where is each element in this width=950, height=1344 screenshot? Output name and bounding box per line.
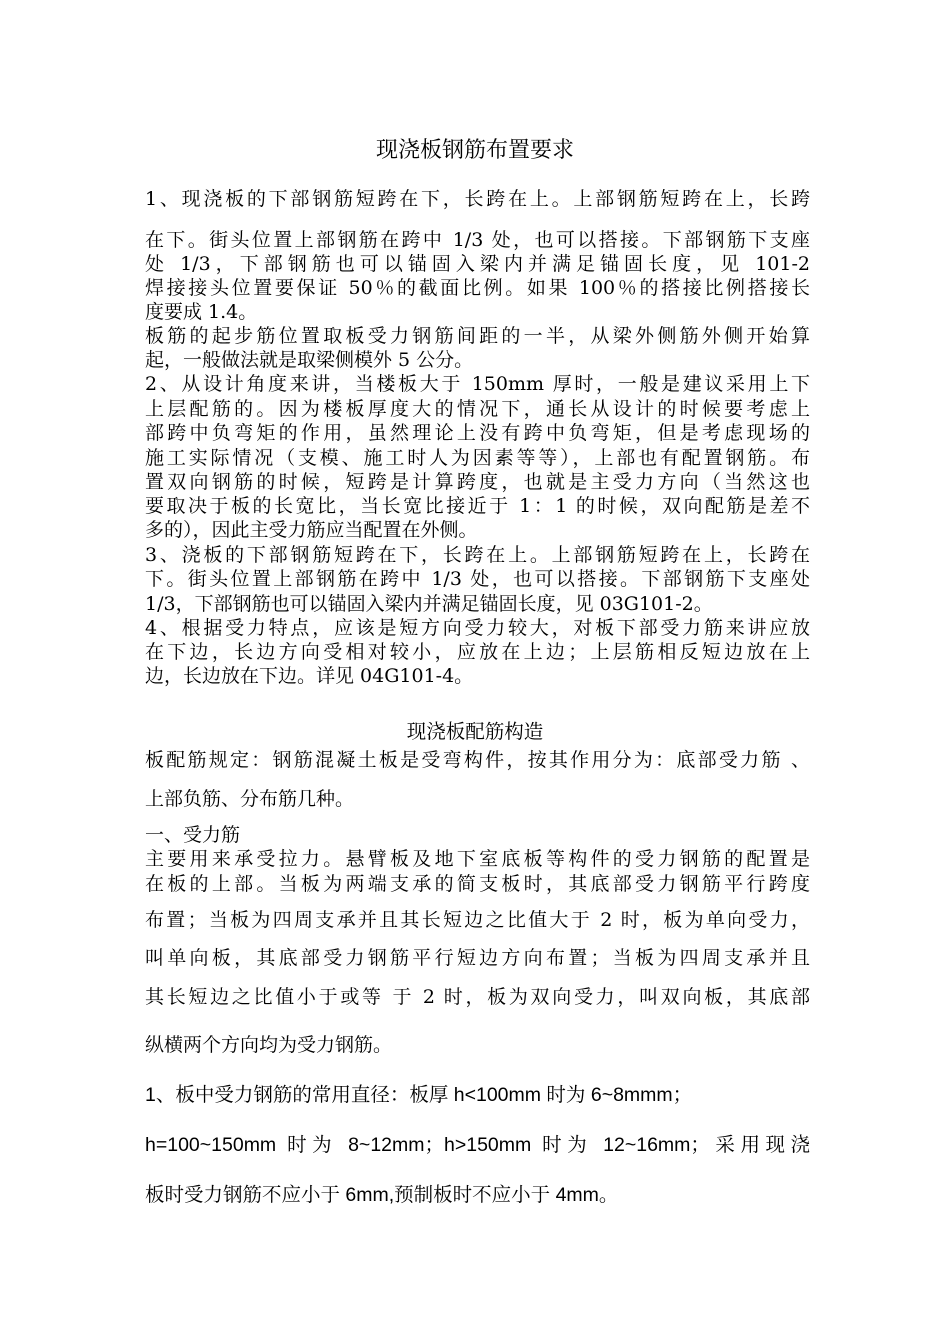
paragraph-line: 焊接接头位置要保证 50％的截面比例。如果 100％的搭接比例搭接长 (145, 277, 810, 299)
paragraph-line: 上层配筋的。因为楼板厚度大的情况下，通长从设计的时候要考虑上 (145, 398, 810, 420)
paragraph-line: 要取决于板的长宽比，当长宽比接近于 1：1 的时候，双向配筋是差不 (145, 495, 810, 517)
paragraph-line: 1、现浇板的下部钢筋短跨在下，长跨在上。上部钢筋短跨在上，长跨 (145, 188, 810, 210)
paragraph-line: 置双向钢筋的时候，短跨是计算跨度，也就是主受力方向（当然这也 (145, 471, 810, 493)
paragraph-line: 3、浇板的下部钢筋短跨在下，长跨在上。上部钢筋短跨在上，长跨在 (145, 544, 810, 566)
paragraph-line: 板时受力钢筋不应小于 6mm,预制板时不应小于 4mm。 (145, 1184, 619, 1206)
paragraph-line: 板配筋规定：钢筋混凝土板是受弯构件，按其作用分为：底部受力筋 、 (145, 749, 810, 771)
paragraph-line: 部跨中负弯矩的作用，虽然理论上没有跨中负弯矩，但是考虑现场的 (145, 422, 810, 444)
paragraph-line: 处 1/3，下部钢筋也可以锚固入梁内并满足锚固长度，见 101-2 (145, 253, 810, 275)
paragraph-line: 在下边，长边方向受相对较小，应放在上边；上层筋相反短边放在上 (145, 641, 810, 663)
paragraph-line: 在板的上部。当板为两端支承的简支板时，其底部受力钢筋平行跨度 (145, 873, 810, 895)
paragraph-line: 纵横两个方向均为受力钢筋。 (145, 1034, 393, 1056)
paragraph-line: 4、根据受力特点，应该是短方向受力较大，对板下部受力筋来讲应放 (145, 617, 810, 639)
paragraph-line: 多的），因此主受力筋应当配置在外侧。 (145, 519, 478, 541)
paragraph-line: 主要用来承受拉力。悬臂板及地下室底板等构件的受力钢筋的配置是 (145, 848, 810, 870)
paragraph-line: 上部负筋、分布筋几种。 (145, 788, 355, 810)
paragraph-line: 施工实际情况（支模、施工时人为因素等等），上部也有配置钢筋。布 (145, 447, 810, 469)
paragraph-line: 下。街头位置上部钢筋在跨中 1/3 处，也可以搭接。下部钢筋下支座处 (145, 568, 810, 590)
paragraph-line: 1/3，下部钢筋也可以锚固入梁内并满足锚固长度，见 03G101-2。 (145, 593, 713, 615)
paragraph-line: h=100~150mm 时为 8~12mm；h>150mm 时为 12~16mm；采用现浇 (145, 1134, 810, 1156)
paragraph-line: 在下。街头位置上部钢筋在跨中 1/3 处，也可以搭接。下部钢筋下支座 (145, 229, 810, 251)
paragraph-line: 叫单向板，其底部受力钢筋平行短边方向布置；当板为四周支承并且 (145, 947, 810, 969)
subheading: 一、受力筋 (145, 824, 241, 846)
document-title: 现浇板钢筋布置要求 (375, 138, 574, 163)
paragraph-line: 其长短边之比值小于或等 于 2 时，板为双向受力，叫双向板，其底部 (145, 986, 810, 1008)
section-title: 现浇板配筋构造 (406, 720, 544, 743)
paragraph-line: 起，一般做法就是取梁侧模外 5 公分。 (145, 349, 474, 371)
paragraph-line: 布置；当板为四周支承并且其长短边之比值大于 2 时，板为单向受力， (145, 909, 810, 931)
paragraph-line: 边，长边放在下边。详见 04G101-4。 (145, 665, 474, 687)
paragraph-line: 板筋的起步筋位置取板受力钢筋间距的一半，从梁外侧筋外侧开始算 (145, 325, 810, 347)
paragraph-line: 2、从设计角度来讲，当楼板大于 150mm 厚时，一般是建议采用上下 (145, 373, 810, 395)
paragraph-line: 度要成 1.4。 (145, 301, 258, 323)
paragraph-line: 1、板中受力钢筋的常用直径：板厚 h<100mm 时为 6~8mmm； (145, 1084, 693, 1106)
